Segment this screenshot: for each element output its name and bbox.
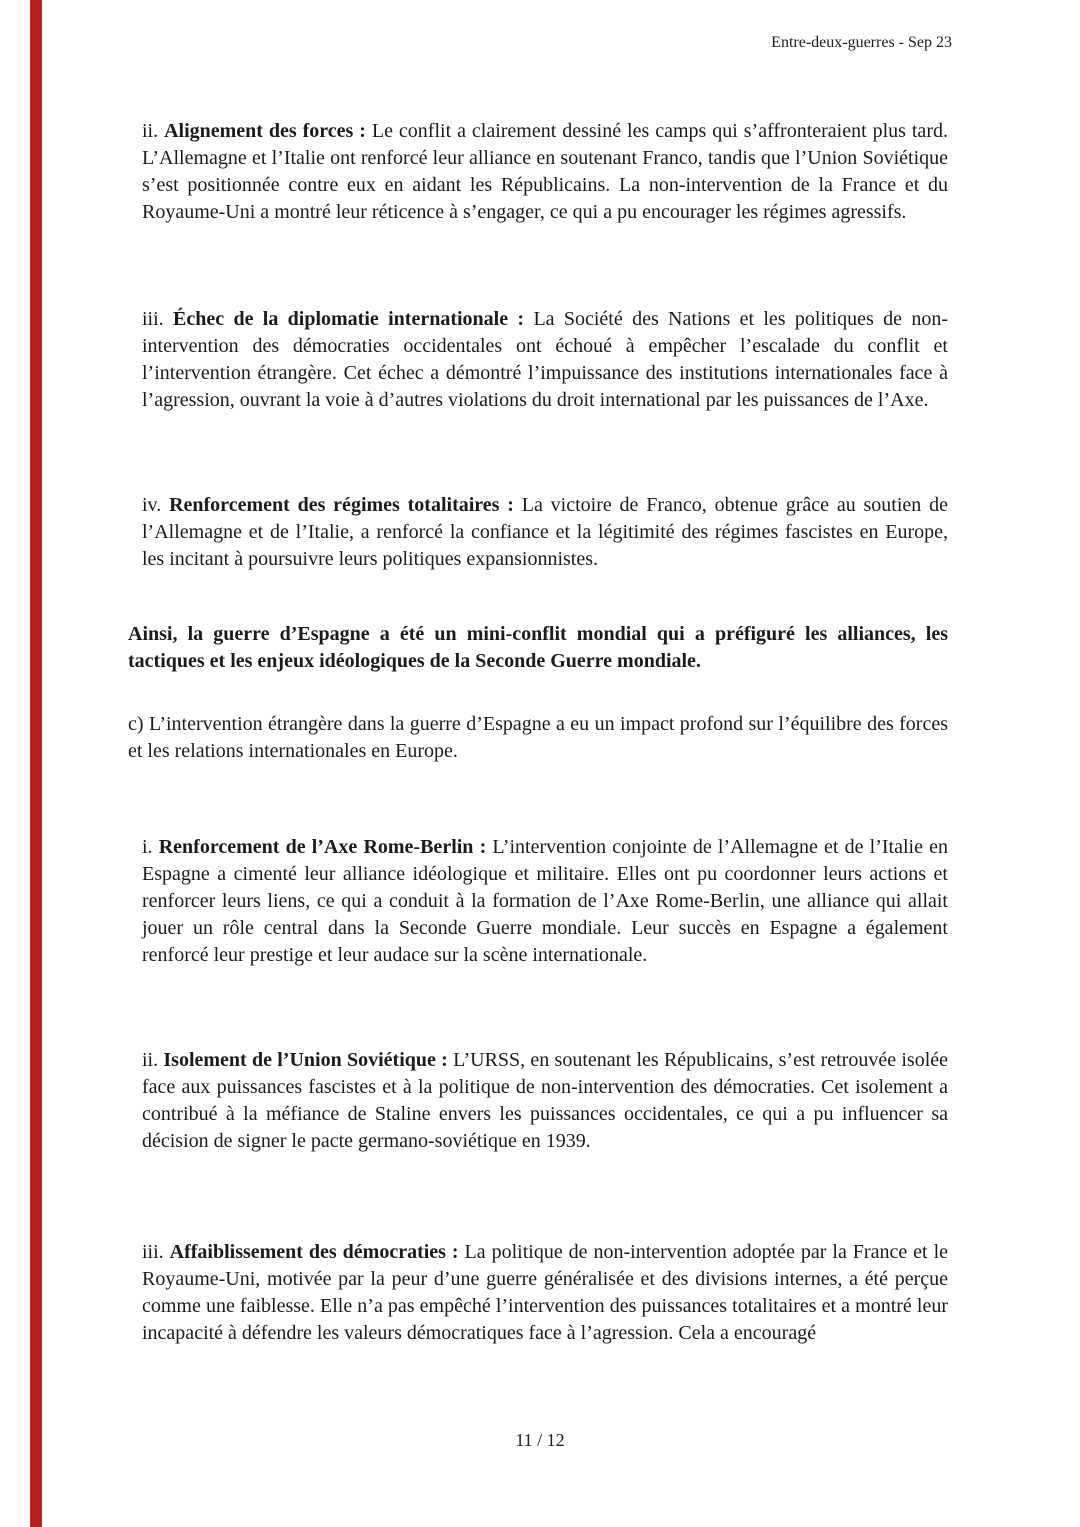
item-title: Renforcement de l’Axe Rome-Berlin : <box>158 836 493 858</box>
item-text: La politique de non-intervention adoptée par la France et le Royaume-Uni, motivée par la peur d’une guerre généralisée et des divisions internes, a été perçue comme une faiblesse. Elle n’a pas empêché l’intervention des puissances totalitaires et a montré leur incapacité à défendre les valeurs démocratiques face à l’agression. Cela a encouragé <box>142 1241 948 1344</box>
paragraph-conclusion: Ainsi, la guerre d’Espagne a été un mini-conflit mondial qui a préfiguré les alliances, les tactiques et les enjeux idéologiques de la Seconde Guerre mondiale. <box>128 623 948 672</box>
item-text: La victoire de Franco, obtenue grâce au soutien de l’Allemagne et de l’Italie, a renforcé la confiance et la légitimité des régimes fascistes en Europe, les incitant à poursuivre leurs politiques expansionnistes. <box>142 494 948 570</box>
item-marker: iv. <box>142 494 170 516</box>
item-title: Isolement de l’Union Soviétique : <box>163 1049 454 1071</box>
paragraph-affaiblissement-democraties <box>128 1239 948 1347</box>
paragraph-alignement-des-forces <box>128 118 948 226</box>
paragraph-axe-rome-berlin <box>128 834 948 969</box>
item-marker: i. <box>142 836 159 858</box>
item-title: Affaiblissement des démocraties : <box>169 1241 465 1263</box>
page-content <box>128 0 948 1347</box>
item-text: L’intervention conjointe de l’Allemagne et de l’Italie en Espagne a cimenté leur alliance idéologique et militaire. Elles ont pu coordonner leurs actions et renforcer leurs liens, ce qui a conduit à la formation de l’Axe Rome-Berlin, une alliance qui allait jouer un rôle central dans la Seconde Guerre mondiale. Leur succès en Espagne a également renforcé leur prestige et leur audace sur la scène internationale. <box>142 836 948 966</box>
item-text: L’URSS, en soutenant les Républicains, s’est retrouvée isolée face aux puissances fascistes et à la politique de non-intervention des démocraties. Cet isolement a contribué à la méfiance de Staline envers les puissances occidentales, ce qui a pu influencer sa décision de signer le pacte germano-soviétique en 1939. <box>142 1049 949 1152</box>
paragraph-renforcement-regimes <box>128 492 948 573</box>
paragraph-echec-diplomatie <box>128 306 948 414</box>
paragraph-section-c-intro: c) L’intervention étrangère dans la guerre d’Espagne a eu un impact profond sur l’équilibre des forces et les relations internationales en Europe. <box>128 713 948 762</box>
item-marker: iii. <box>142 308 174 330</box>
item-title: Échec de la diplomatie internationale : <box>173 308 534 330</box>
item-marker: ii. <box>142 120 165 142</box>
paragraph-isolement-urss <box>128 1047 948 1155</box>
item-text: Le conflit a clairement dessiné les camps qui s’affronteraient plus tard. L’Allemagne et l’Italie ont renforcé leur alliance en soutenant Franco, tandis que l’Union Soviétique s’est positionnée contre eux en aidant les Républicains. La non-intervention de la France et du Royaume-Uni a montré leur réticence à s’engager, ce qui a pu encourager les régimes agressifs. <box>142 120 948 223</box>
item-title: Renforcement des régimes totalitaires : <box>169 494 522 516</box>
left-accent-bar <box>30 0 42 1527</box>
item-text: La Société des Nations et les politiques de non-intervention des démocraties occidentales ont échoué à empêcher l’escalade du conflit et l’intervention étrangère. Cet échec a démontré l’impuissance des institutions internationales face à l’agression, ouvrant la voie à d’autres violations du droit international par les puissances de l’Axe. <box>142 308 949 411</box>
item-marker: iii. <box>142 1241 170 1263</box>
page-header: Entre-deux-guerres - Sep 23 <box>771 34 952 51</box>
item-title: Alignement des forces : <box>164 120 372 142</box>
page-number: 11 / 12 <box>515 1430 565 1450</box>
item-marker: ii. <box>142 1049 164 1071</box>
